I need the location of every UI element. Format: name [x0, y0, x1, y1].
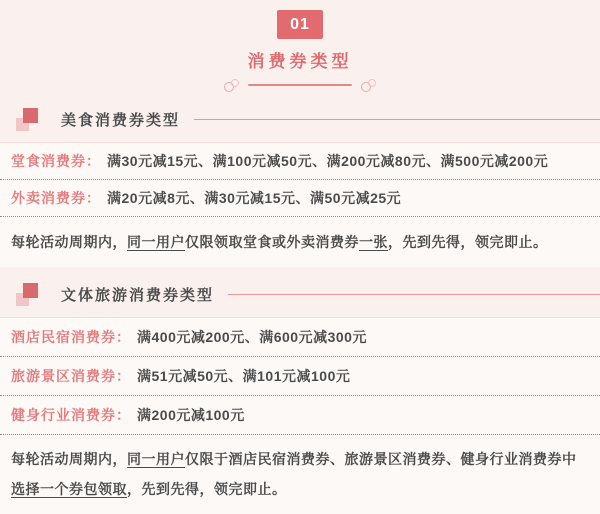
voucher-row-scenic: [0, 357, 600, 396]
note-text-underlined: 选择一个券包领取: [11, 481, 127, 497]
tourism-voucher-rule-note: [0, 435, 600, 514]
note-text: ，先到先得，领完即止。: [127, 481, 287, 497]
title-underline: [0, 78, 600, 92]
section-header-tourism: [0, 281, 600, 307]
overlapping-squares-icon: [16, 283, 39, 306]
section-title: 文体旅游消费券类型: [61, 286, 215, 304]
note-text: 每轮活动周期内，: [11, 451, 127, 467]
note-text: 仅限于酒店民宿消费券、旅游景区消费券、健身行业消费券中: [185, 451, 577, 467]
voucher-row-fitness: [0, 396, 600, 435]
double-circle-ornament-icon: [224, 79, 239, 92]
voucher-row-dine-in: [0, 143, 600, 180]
food-voucher-rule-note: [0, 217, 600, 267]
page-title: 消费券类型: [247, 52, 353, 71]
voucher-label: 健身行业消费券：: [11, 407, 131, 423]
voucher-terms: 满200元减100元: [137, 407, 245, 423]
voucher-label: 外卖消费券：: [11, 190, 101, 206]
overlapping-squares-icon: [16, 108, 39, 131]
section-header-food: [0, 106, 600, 132]
voucher-label: 酒店民宿消费券：: [11, 329, 131, 345]
double-circle-ornament-icon: [361, 79, 376, 92]
voucher-terms: 满30元减15元、满100元减50元、满200元减80元、满500元减200元: [107, 153, 549, 169]
voucher-terms: 满20元减8元、满30元减15元、满50元减25元: [107, 190, 402, 206]
note-text: 仅限领取堂食或外卖消费券: [185, 234, 359, 250]
note-text-underlined: 同一用户: [127, 234, 185, 250]
section-divider-line: [228, 294, 600, 295]
voucher-terms: 满400元减200元、满600元减300元: [137, 329, 367, 345]
note-text-underlined: 同一用户: [127, 451, 185, 467]
title-rule: [248, 84, 352, 86]
section-number-badge: 01: [277, 10, 323, 39]
note-text: ，先到先得，领完即止。: [388, 234, 548, 250]
note-text-underlined: 一张: [359, 234, 388, 250]
voucher-label: 旅游景区消费券：: [11, 368, 131, 384]
section-divider-line: [194, 119, 600, 120]
voucher-terms: 满51元减50元、满101元减100元: [137, 368, 351, 384]
voucher-label: 堂食消费券：: [11, 153, 101, 169]
voucher-row-hotel: [0, 318, 600, 357]
note-text: 每轮活动周期内，: [11, 234, 127, 250]
section-title: 美食消费券类型: [61, 111, 181, 129]
tourism-voucher-panel: [0, 317, 600, 514]
voucher-row-takeout: [0, 180, 600, 217]
food-voucher-panel: [0, 142, 600, 267]
page-header: [0, 0, 600, 92]
